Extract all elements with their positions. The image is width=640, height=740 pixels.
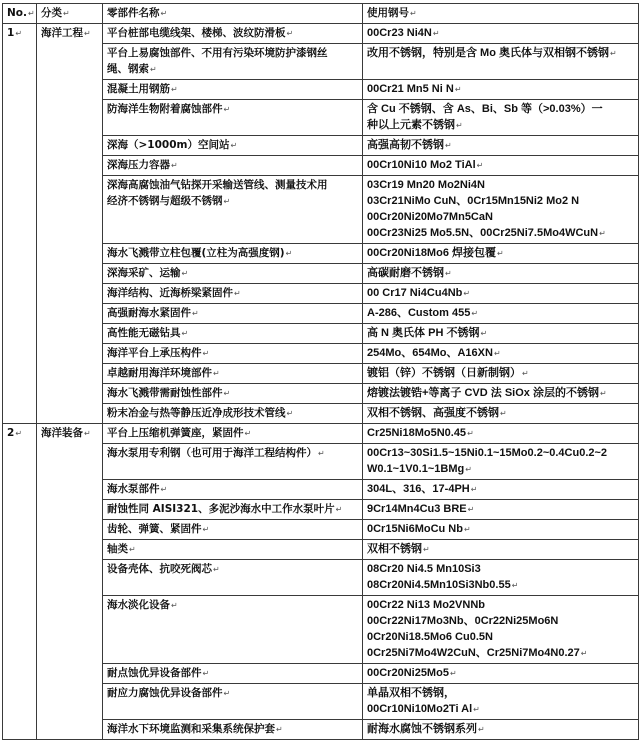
paragraph-mark-icon: ↵: [463, 289, 471, 298]
steel-grade-text: 03Cr19 Mn20 Mo2Ni4N: [367, 179, 485, 191]
part-name-cell: [103, 560, 363, 596]
steel-grade-cell: [363, 156, 639, 176]
steel-grade-line: [367, 613, 634, 629]
steel-grade-text: 00Cr20Ni20Mo7Mn5CaN: [367, 211, 493, 223]
part-name-line: [107, 685, 358, 702]
steel-grade-line: [367, 577, 634, 594]
part-name-line: [107, 721, 358, 738]
part-name-text: 平台桩部电缆线架、楼梯、波纹防滑板: [107, 27, 286, 39]
steel-grade-text: 00Cr20Ni18Mo6 焊接包覆: [367, 247, 496, 259]
paragraph-mark-icon: ↵: [445, 141, 452, 150]
steel-grade-text: 单晶双相不锈钢，: [367, 687, 455, 699]
paragraph-mark-icon: ↵: [467, 505, 475, 514]
steel-grade-cell: [363, 664, 639, 684]
steel-grade-cell: [363, 284, 639, 304]
paragraph-mark-icon: ↵: [476, 161, 484, 170]
header-category: [37, 4, 103, 24]
steel-grade-text: 00Cr23 Ni4N: [367, 27, 432, 39]
group-number-cell: [3, 24, 37, 424]
steel-grade-text: 00Cr21 Mn5 Ni N: [367, 83, 454, 95]
part-name-cell: [103, 720, 363, 740]
steel-grade-cell: [363, 324, 639, 344]
steel-grade-line: [367, 285, 634, 302]
steel-grade-line: [367, 365, 634, 382]
part-name-cell: [103, 684, 363, 720]
steel-grade-line: [367, 701, 634, 718]
steel-grade-line: [367, 721, 634, 738]
steel-grade-cell: [363, 176, 639, 244]
paragraph-mark-icon: ↵: [285, 249, 293, 258]
paragraph-mark-icon: ↵: [599, 229, 606, 238]
part-name-text: 海洋水下环境监测和采集系统保护套: [107, 723, 275, 735]
paragraph-mark-icon: ↵: [234, 289, 241, 298]
part-name-cell: [103, 520, 363, 540]
part-name-text: 混凝土用钢筋: [107, 83, 170, 95]
paragraph-mark-icon: ↵: [449, 669, 457, 678]
part-name-text: 平台上易腐蚀部件、不用有污染环境防护漆钢丝: [107, 47, 328, 59]
steel-grade-text: 00Cr22 Ni13 Mo2VNNb: [367, 599, 485, 611]
paragraph-mark-icon: ↵: [84, 429, 91, 438]
part-name-cell: [103, 100, 363, 136]
steel-grade-cell: [363, 596, 639, 664]
paragraph-mark-icon: ↵: [171, 85, 178, 94]
steel-grade-line: [367, 101, 634, 117]
paragraph-mark-icon: ↵: [432, 29, 440, 38]
steel-grade-text: 00Cr10Ni10 Mo2 TiAl: [367, 159, 476, 171]
header-row: [3, 4, 639, 24]
part-name-text: 海洋结构、近海桥梁紧固件: [107, 287, 233, 299]
header-no: [3, 4, 37, 24]
steel-grade-line: [367, 405, 634, 422]
paragraph-mark-icon: ↵: [286, 29, 294, 38]
paragraph-mark-icon: ↵: [454, 85, 462, 94]
steel-grade-line: [367, 665, 634, 682]
paragraph-mark-icon: ↵: [28, 9, 35, 18]
table-body: [3, 24, 639, 740]
table-row: [3, 424, 639, 444]
paragraph-mark-icon: ↵: [63, 9, 70, 18]
part-name-cell: [103, 596, 363, 664]
steel-grade-line: [367, 209, 634, 225]
paragraph-mark-icon: ↵: [480, 329, 488, 338]
header-steel: [363, 4, 639, 24]
steel-grade-text: 熔镀法镀锆+等离子 CVD 法 SiOx 涂层的不锈钢: [367, 387, 599, 399]
paragraph-mark-icon: ↵: [171, 601, 178, 610]
steel-grade-text: 00 Cr17 Ni4Cu4Nb: [367, 287, 463, 299]
steel-grade-cell: [363, 244, 639, 264]
part-name-line: [107, 101, 358, 118]
paragraph-mark-icon: ↵: [500, 409, 507, 418]
group-category: 海洋工程: [41, 27, 83, 39]
part-name-text: 耐蚀性同 AISI321、多泥沙海水中工作水泵叶片: [107, 503, 335, 515]
paragraph-mark-icon: ↵: [192, 309, 199, 318]
steel-grade-line: [367, 629, 634, 645]
steel-grade-text: 含 Cu 不锈钢、含 As、Bi、Sb 等（>0.03%）一: [367, 103, 603, 115]
steel-grade-text: 镀铝（锌）不锈钢（日新制钢）: [367, 367, 521, 379]
steel-grade-text: 00Cr10Ni10Mo2Ti Al: [367, 703, 473, 715]
part-name-text: 海水泵部件: [107, 483, 160, 495]
paragraph-mark-icon: ↵: [213, 369, 220, 378]
steel-grade-line: [367, 461, 634, 478]
steel-grade-text: 254Mo、654Mo、A16XN: [367, 347, 493, 359]
part-name-text: 耐应力腐蚀优异设备部件: [107, 687, 223, 699]
steel-grade-cell: [363, 136, 639, 156]
part-name-text: 高性能无磁钻具: [107, 327, 181, 339]
part-name-cell: [103, 136, 363, 156]
steel-grade-line: [367, 345, 634, 362]
part-name-text: 防海洋生物附着腐蚀部件: [107, 103, 223, 115]
group-number: 1: [7, 27, 15, 39]
paragraph-mark-icon: ↵: [478, 725, 485, 734]
steel-grade-cell: [363, 444, 639, 480]
part-name-line: [107, 325, 358, 342]
part-name-line: [107, 405, 358, 422]
part-name-line: [107, 385, 358, 402]
part-name-cell: [103, 444, 363, 480]
part-name-line: [107, 541, 358, 558]
part-name-line: [107, 25, 358, 42]
group-number-cell: [3, 424, 37, 740]
part-name-line: [107, 193, 358, 210]
paragraph-mark-icon: ↵: [223, 689, 231, 698]
steel-grade-line: [367, 481, 634, 498]
steel-grade-line: [367, 561, 634, 577]
steel-grade-cell: [363, 344, 639, 364]
steel-grade-text: 00Cr22Ni17Mo3Nb、0Cr22Ni25Mo6N: [367, 615, 559, 627]
paragraph-mark-icon: ↵: [213, 565, 220, 574]
steel-grade-line: [367, 501, 634, 518]
part-name-text: 海水飞溅带需耐蚀性部件: [107, 387, 223, 399]
part-name-text: 经济不锈钢与超级不锈钢: [107, 195, 223, 207]
part-name-line: [107, 345, 358, 362]
paragraph-mark-icon: ↵: [181, 329, 189, 338]
paragraph-mark-icon: ↵: [230, 141, 238, 150]
part-name-line: [107, 481, 358, 498]
steel-grade-line: [367, 597, 634, 613]
steel-grade-line: [367, 425, 634, 442]
steel-grade-text: 0Cr20Ni18.5Mo6 Cu0.5N: [367, 631, 493, 643]
part-name-cell: [103, 44, 363, 80]
paragraph-mark-icon: ↵: [318, 449, 325, 458]
paragraph-mark-icon: ↵: [463, 525, 471, 534]
steel-grade-cell: [363, 264, 639, 284]
steel-grade-cell: [363, 100, 639, 136]
part-name-cell: [103, 404, 363, 424]
part-name-cell: [103, 24, 363, 44]
paragraph-mark-icon: ↵: [84, 29, 91, 38]
part-name-text: 深海采矿、运输: [107, 267, 181, 279]
paragraph-mark-icon: ↵: [610, 49, 617, 58]
part-name-cell: [103, 384, 363, 404]
steel-grade-text: 高强高韧不锈钢: [367, 139, 444, 151]
materials-table: [2, 3, 639, 740]
paragraph-mark-icon: ↵: [470, 485, 478, 494]
steel-grade-text: 0Cr25Ni7Mo4W2CuN、Cr25Ni7Mo4N0.27: [367, 647, 580, 659]
part-name-text: 平台上压缩机弹簧座，紧固件: [107, 427, 244, 439]
group-category-cell: [37, 424, 103, 740]
part-name-text: 设备壳体、抗咬死阀芯: [107, 563, 212, 575]
paragraph-mark-icon: ↵: [244, 429, 252, 438]
paragraph-mark-icon: ↵: [15, 29, 23, 38]
paragraph-mark-icon: ↵: [511, 581, 519, 590]
steel-grade-text: 00Cr23Ni25 Mo5.5N、00Cr25Ni7.5Mo4WCuN: [367, 227, 599, 239]
steel-grade-line: [367, 305, 634, 322]
header-no-label: No.: [7, 7, 27, 19]
part-name-text: 粉末冶金与热等静压近净成形技术管线: [107, 407, 286, 419]
paragraph-mark-icon: ↵: [445, 269, 452, 278]
group-number: 2: [7, 427, 15, 439]
header-part-label: 零部件名称: [107, 7, 160, 19]
paragraph-mark-icon: ↵: [160, 9, 168, 18]
steel-grade-line: [367, 137, 634, 154]
part-name-cell: [103, 540, 363, 560]
part-name-text: 海洋平台上承压构件: [107, 347, 202, 359]
steel-grade-line: [367, 81, 634, 98]
steel-grade-line: [367, 25, 634, 42]
part-name-text: 轴类: [107, 543, 128, 555]
paragraph-mark-icon: ↵: [171, 161, 178, 170]
steel-grade-cell: [363, 560, 639, 596]
part-name-text: 绳、钢索: [107, 63, 149, 75]
steel-grade-cell: [363, 364, 639, 384]
steel-grade-text: 高 N 奥氏体 PH 不锈钢: [367, 327, 480, 339]
steel-grade-text: Cr25Ni18Mo5N0.45: [367, 427, 467, 439]
steel-grade-text: 耐海水腐蚀不锈钢系列: [367, 723, 477, 735]
part-name-line: [107, 245, 358, 262]
part-name-cell: [103, 324, 363, 344]
steel-grade-text: 00Cr20Ni25Mo5: [367, 667, 449, 679]
part-name-text: 海水泵用专利钢（也可用于海洋工程结构件）: [107, 447, 317, 459]
steel-grade-text: A-286、Custom 455: [367, 307, 471, 319]
part-name-text: 深海（>1000m）空间站: [107, 139, 230, 151]
part-name-cell: [103, 500, 363, 520]
part-name-text: 高强耐海水紧固件: [107, 307, 191, 319]
paragraph-mark-icon: ↵: [493, 349, 501, 358]
header-part: [103, 4, 363, 24]
paragraph-mark-icon: ↵: [335, 505, 343, 514]
paragraph-mark-icon: ↵: [423, 545, 430, 554]
steel-grade-line: [367, 245, 634, 262]
part-name-line: [107, 501, 358, 518]
part-name-line: [107, 665, 358, 682]
paragraph-mark-icon: ↵: [202, 349, 210, 358]
steel-grade-cell: [363, 480, 639, 500]
part-name-line: [107, 177, 358, 193]
steel-grade-cell: [363, 80, 639, 100]
paragraph-mark-icon: ↵: [467, 429, 474, 438]
steel-grade-line: [367, 225, 634, 242]
steel-grade-line: [367, 521, 634, 538]
paragraph-mark-icon: ↵: [202, 669, 210, 678]
paragraph-mark-icon: ↵: [276, 725, 283, 734]
part-name-cell: [103, 264, 363, 284]
paragraph-mark-icon: ↵: [471, 309, 479, 318]
part-name-line: [107, 445, 358, 462]
part-name-line: [107, 597, 358, 614]
paragraph-mark-icon: ↵: [15, 429, 23, 438]
part-name-cell: [103, 284, 363, 304]
steel-grade-text: 03Cr21NiMo CuN、0Cr15Mn15Ni2 Mo2 N: [367, 195, 580, 207]
part-name-line: [107, 81, 358, 98]
group-category-cell: [37, 24, 103, 424]
part-name-cell: [103, 176, 363, 244]
paragraph-mark-icon: ↵: [223, 105, 231, 114]
steel-grade-text: 0Cr15Ni6MoCu Nb: [367, 523, 463, 535]
header-steel-label: 使用钢号: [367, 7, 409, 19]
part-name-text: 海水飞溅带立柱包覆(立柱为高强度钢): [107, 247, 285, 259]
steel-grade-line: [367, 385, 634, 402]
steel-grade-cell: [363, 720, 639, 740]
paragraph-mark-icon: ↵: [599, 389, 607, 398]
group-category: 海洋装备: [41, 427, 83, 439]
part-name-cell: [103, 244, 363, 264]
paragraph-mark-icon: ↵: [150, 65, 157, 74]
part-name-cell: [103, 480, 363, 500]
part-name-line: [107, 137, 358, 154]
steel-grade-text: 双相不锈钢: [367, 543, 422, 555]
part-name-line: [107, 157, 358, 174]
paragraph-mark-icon: ↵: [465, 465, 472, 474]
steel-grade-line: [367, 157, 634, 174]
part-name-cell: [103, 424, 363, 444]
part-name-line: [107, 45, 358, 61]
paragraph-mark-icon: ↵: [160, 485, 168, 494]
part-name-line: [107, 265, 358, 282]
paragraph-mark-icon: ↵: [223, 389, 231, 398]
steel-grade-line: [367, 265, 634, 282]
paragraph-mark-icon: ↵: [522, 369, 529, 378]
part-name-text: 齿轮、弹簧、紧固件: [107, 523, 202, 535]
paragraph-mark-icon: ↵: [473, 705, 480, 714]
steel-grade-cell: [363, 304, 639, 324]
steel-grade-line: [367, 645, 634, 662]
table-row: [3, 24, 639, 44]
part-name-text: 卓越耐用海洋环境部件: [107, 367, 212, 379]
steel-grade-text: W0.1~1V0.1~1BMg: [367, 463, 465, 475]
part-name-text: 深海高腐蚀油气钻探开采输送管线、测量技术用: [107, 179, 328, 191]
part-name-line: [107, 61, 358, 78]
part-name-cell: [103, 364, 363, 384]
steel-grade-line: [367, 193, 634, 209]
paragraph-mark-icon: ↵: [497, 249, 504, 258]
paragraph-mark-icon: ↵: [410, 9, 417, 18]
paragraph-mark-icon: ↵: [202, 525, 210, 534]
steel-grade-line: [367, 325, 634, 342]
steel-grade-cell: [363, 384, 639, 404]
steel-grade-text: 9Cr14Mn4Cu3 BRE: [367, 503, 467, 515]
steel-grade-cell: [363, 44, 639, 80]
steel-grade-cell: [363, 520, 639, 540]
part-name-line: [107, 521, 358, 538]
steel-grade-text: 08Cr20Ni4.5Mn10Si3Nb0.55: [367, 579, 511, 591]
part-name-text: 海水淡化设备: [107, 599, 170, 611]
steel-grade-line: [367, 445, 634, 461]
steel-grade-cell: [363, 404, 639, 424]
part-name-cell: [103, 304, 363, 324]
steel-grade-text: 改用不锈钢，特别是含 Mo 奥氏体与双相钢不锈钢: [367, 47, 609, 59]
paragraph-mark-icon: ↵: [286, 409, 294, 418]
steel-grade-cell: [363, 540, 639, 560]
part-name-line: [107, 425, 358, 442]
steel-grade-text: 双相不锈钢、高强度不锈钢: [367, 407, 499, 419]
steel-grade-cell: [363, 24, 639, 44]
steel-grade-line: [367, 541, 634, 558]
part-name-line: [107, 305, 358, 322]
part-name-cell: [103, 156, 363, 176]
steel-grade-text: 08Cr20 Ni4.5 Mn10Si3: [367, 563, 481, 575]
steel-grade-text: 304L、316、17-4PH: [367, 483, 470, 495]
paragraph-mark-icon: ↵: [456, 121, 463, 130]
steel-grade-cell: [363, 424, 639, 444]
paragraph-mark-icon: ↵: [223, 197, 231, 206]
steel-grade-text: 高碳耐磨不锈钢: [367, 267, 444, 279]
part-name-cell: [103, 80, 363, 100]
steel-grade-line: [367, 177, 634, 193]
part-name-line: [107, 561, 358, 578]
header-category-label: 分类: [41, 7, 62, 19]
part-name-cell: [103, 664, 363, 684]
steel-grade-text: 00Cr13~30Si1.5~15Ni0.1~15Mo0.2~0.4Cu0.2~2: [367, 447, 608, 459]
steel-grade-line: [367, 117, 634, 134]
part-name-text: 耐点蚀优异设备部件: [107, 667, 202, 679]
paragraph-mark-icon: ↵: [129, 545, 136, 554]
steel-grade-cell: [363, 500, 639, 520]
steel-grade-line: [367, 685, 634, 701]
part-name-cell: [103, 344, 363, 364]
steel-grade-text: 种以上元素不锈钢: [367, 119, 455, 131]
steel-grade-cell: [363, 684, 639, 720]
steel-grade-line: [367, 45, 634, 62]
part-name-line: [107, 365, 358, 382]
part-name-text: 深海压力容器: [107, 159, 170, 171]
part-name-line: [107, 285, 358, 302]
paragraph-mark-icon: ↵: [181, 269, 189, 278]
paragraph-mark-icon: ↵: [580, 649, 588, 658]
